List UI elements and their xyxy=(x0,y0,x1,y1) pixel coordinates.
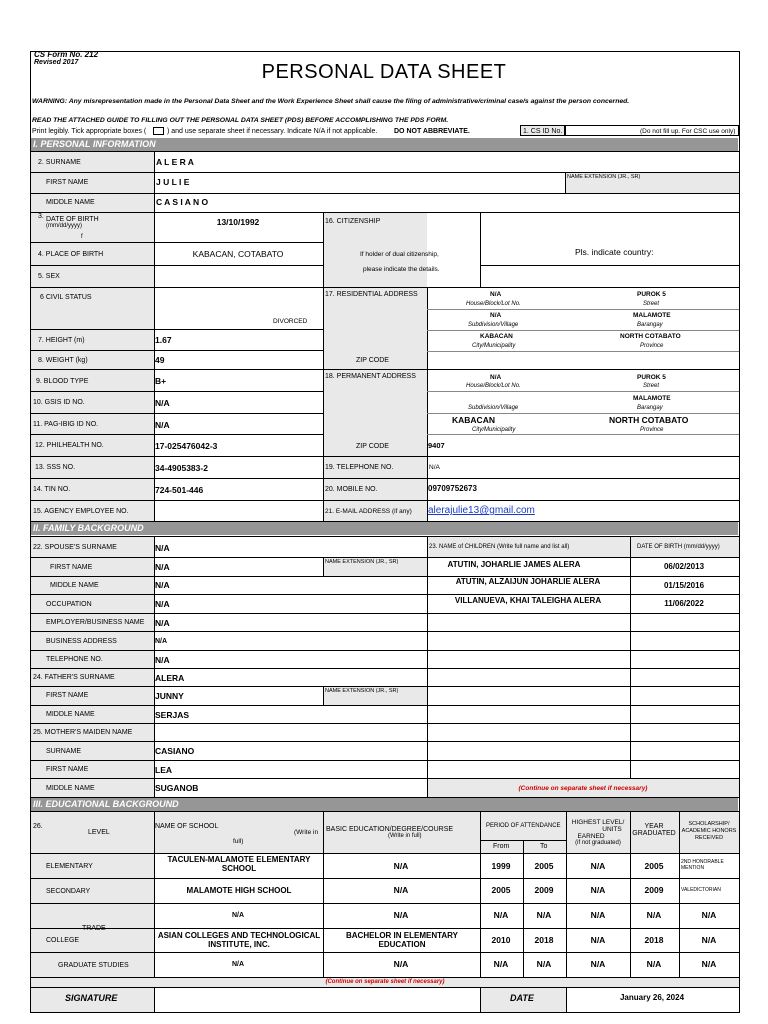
education-school[interactable]: TACULEN-MALAMOTE ELEMENTARY SCHOOL xyxy=(167,855,311,873)
education-num: 26. xyxy=(33,823,43,830)
child-dob[interactable]: 06/02/2013 xyxy=(663,562,705,571)
province-caption-1: Province xyxy=(640,343,664,349)
highest-level-header-2: UNITS xyxy=(602,826,622,833)
height-value[interactable]: 1.67 xyxy=(155,335,172,345)
cs-id-note: (Do not fill up. For CSC use only) xyxy=(640,128,736,135)
signature-label: SIGNATURE xyxy=(65,993,118,1003)
do-not-abbreviate: DO NOT ABBREVIATE. xyxy=(394,128,470,135)
blood-type-label: 9. BLOOD TYPE xyxy=(36,378,89,385)
print-instructions-a: Print legibly. Tick appropriate boxes ( xyxy=(32,128,147,135)
email-label: 21. E-MAIL ADDRESS (if any) xyxy=(325,508,412,515)
education-from[interactable]: N/A xyxy=(493,910,509,920)
father-surname-label: 24. FATHER'S SURNAME xyxy=(33,674,115,681)
warning-text: WARNING: Any misrepresentation made in the Personal Data Sheet and the Work Experience Sheet shall cause the filing of administrative/criminal case/s against the person concerned. xyxy=(32,98,630,105)
honors-header-1: SCHOLARSHIP/ xyxy=(688,821,730,827)
children-dob-label: DATE OF BIRTH (mm/dd/yyyy) xyxy=(637,544,720,550)
education-honors[interactable]: VALEDICTORIAN xyxy=(681,887,721,893)
pagibig-label: 11. PAG-IBIG ID NO. xyxy=(33,421,99,428)
first-name-label: FIRST NAME xyxy=(46,179,89,186)
education-highest-level[interactable]: N/A xyxy=(590,959,606,969)
education-from[interactable]: 2010 xyxy=(491,935,511,945)
surname-label: 2. SURNAME xyxy=(38,159,81,166)
gsis-value[interactable]: N/A xyxy=(155,398,170,408)
child-dob[interactable]: 11/06/2022 xyxy=(664,599,704,608)
residential-address-label: 17. RESIDENTIAL ADDRESS xyxy=(325,291,418,298)
education-level: COLLEGE xyxy=(46,937,80,944)
to-header: To xyxy=(540,843,548,850)
school-write-full-b: full) xyxy=(233,838,244,845)
cs-id-label: 1. CS ID No. xyxy=(523,128,563,135)
spouse-middle-name-value[interactable]: N/A xyxy=(155,580,170,590)
permanent-address-label: 18. PERMANENT ADDRESS xyxy=(325,373,416,380)
street-caption-1: Street xyxy=(643,301,660,307)
mother-maiden-name-label: 25. MOTHER'S MAIDEN NAME xyxy=(33,729,133,736)
date-value[interactable]: January 26, 2024 xyxy=(619,993,685,1002)
house-caption-1: House/Block/Lot No. xyxy=(466,301,521,307)
education-honors[interactable]: 2ND HONORABLE MENTION xyxy=(681,859,724,871)
res-province-value[interactable]: NORTH COTABATO xyxy=(620,333,681,340)
father-first-name-value[interactable]: JUNNY xyxy=(155,691,184,701)
dual-citizenship-note-1: If holder of dual citizenship, xyxy=(360,251,439,258)
res-zip-label: ZIP CODE xyxy=(356,357,389,364)
education-level: TRADE xyxy=(82,925,106,932)
education-honors[interactable]: N/A xyxy=(701,959,717,969)
sex-label: 5. SEX xyxy=(38,273,60,280)
education-to[interactable]: 2018 xyxy=(534,935,554,945)
house-caption-2: House/Block/Lot No. xyxy=(466,383,521,389)
father-middle-name-label: MIDDLE NAME xyxy=(46,711,95,718)
perm-brgy-value[interactable]: MALAMOTE xyxy=(633,395,671,402)
gsis-label: 10. GSIS ID NO. xyxy=(33,399,85,406)
highest-level-header-4: (if not graduated) xyxy=(575,840,621,846)
place-of-birth-value[interactable]: KABACAN, COTABATO xyxy=(192,249,284,259)
honors-header-2: ACADEMIC HONORS xyxy=(681,828,737,834)
education-course[interactable]: N/A xyxy=(393,959,409,969)
education-from[interactable]: 2005 xyxy=(491,885,511,895)
revised-date: Revised 2017 xyxy=(34,59,79,66)
height-label: 7. HEIGHT (m) xyxy=(38,337,85,344)
perm-province-value[interactable]: NORTH COTABATO xyxy=(609,415,689,425)
employer-value[interactable]: N/A xyxy=(155,618,170,628)
brgy-caption-2: Barangay xyxy=(637,405,663,411)
mother-surname-label: SURNAME xyxy=(46,748,82,755)
indicate-country: Pls. indicate country: xyxy=(575,247,654,257)
weight-value[interactable]: 49 xyxy=(155,355,165,365)
level-header: LEVEL xyxy=(88,829,110,836)
occupation-value[interactable]: N/A xyxy=(155,599,170,609)
education-highest-level[interactable]: N/A xyxy=(590,861,606,871)
province-caption-2: Province xyxy=(640,427,664,433)
perm-street-value[interactable]: PUROK 5 xyxy=(637,374,666,381)
spouse-middle-name-label: MIDDLE NAME xyxy=(50,582,99,589)
perm-zip-value[interactable]: 9407 xyxy=(428,441,445,450)
section-educational-background: III. EDUCATIONAL BACKGROUND xyxy=(31,798,738,811)
civil-status-value[interactable]: DIVORCED xyxy=(273,318,308,325)
dual-citizenship-note-2: please indicate the details. xyxy=(363,266,440,273)
brgy-caption-1: Barangay xyxy=(637,322,663,328)
father-middle-name-value[interactable]: SERJAS xyxy=(155,710,190,720)
education-year-graduated[interactable]: 2005 xyxy=(644,861,664,871)
education-to[interactable]: 2009 xyxy=(534,885,554,895)
surname-value[interactable]: A L E R A xyxy=(156,157,194,167)
city-caption-1: City/Municipality xyxy=(472,343,516,349)
business-address-label: BUSINESS ADDRESS xyxy=(46,638,117,645)
mobile-label: 20. MOBILE NO. xyxy=(325,486,378,493)
spouse-surname-value[interactable]: N/A xyxy=(155,543,170,553)
telephone-value[interactable]: N/A xyxy=(429,464,440,471)
dob-value[interactable]: 13/10/1992 xyxy=(216,217,260,227)
education-year-graduated[interactable]: 2009 xyxy=(644,885,664,895)
education-year-graduated[interactable]: 2018 xyxy=(644,935,664,945)
place-of-birth-label: 4. PLACE OF BIRTH xyxy=(38,251,104,258)
employer-label: EMPLOYER/BUSINESS NAME xyxy=(46,619,145,626)
pagibig-value[interactable]: N/A xyxy=(155,420,170,430)
education-level: GRADUATE STUDIES xyxy=(58,962,129,969)
subd-caption-1: Subdivision/Village xyxy=(468,322,519,328)
child-name[interactable]: VILLANUEVA, KHAI TALEIGHA ALERA xyxy=(454,596,602,605)
education-course[interactable]: N/A xyxy=(393,885,409,895)
page-title: PERSONAL DATA SHEET xyxy=(261,61,507,83)
spouse-first-name-value[interactable]: N/A xyxy=(155,562,170,572)
weight-label: 8. WEIGHT (kg) xyxy=(38,357,88,364)
education-school[interactable]: ASIAN COLLEGES AND TECHNOLOGICAL INSTITUTE, INC. xyxy=(157,931,321,949)
dob-label: DATE OF BIRTH xyxy=(46,216,99,223)
child-name[interactable]: ATUTIN, ALZAIJUN JOHARLIE ALERA xyxy=(455,577,601,586)
spouse-telephone-value[interactable]: N/A xyxy=(155,655,170,665)
res-brgy-value[interactable]: MALAMOTE xyxy=(633,312,671,319)
philhealth-label: 12. PHILHEALTH NO. xyxy=(35,442,104,449)
education-highest-level[interactable]: N/A xyxy=(590,885,606,895)
middle-name-label: MIDDLE NAME xyxy=(46,199,95,206)
philhealth-value[interactable]: 17-025476042-3 xyxy=(155,441,218,451)
email-value[interactable] xyxy=(428,505,535,516)
education-school[interactable]: MALAMOTE HIGH SCHOOL xyxy=(186,886,292,895)
agency-employee-label: 15. AGENCY EMPLOYEE NO. xyxy=(33,508,129,515)
street-caption-2: Street xyxy=(643,383,660,389)
blood-type-value[interactable]: B+ xyxy=(155,376,167,386)
school-header: NAME OF SCHOOL xyxy=(155,823,219,830)
course-header: BASIC EDUCATION/DEGREE/COURSE xyxy=(326,826,454,833)
tin-label: 14. TIN NO. xyxy=(33,486,71,493)
section-personal-info: I. PERSONAL INFORMATION xyxy=(31,138,738,151)
course-write-full: (Write in full) xyxy=(388,833,422,839)
year-graduated-header-1: YEAR xyxy=(644,823,664,830)
section-family-background: II. FAMILY BACKGROUND xyxy=(31,522,738,535)
mother-middle-name-value[interactable]: SUGANOB xyxy=(155,783,199,793)
honors-header-3: RECEIVED xyxy=(694,835,724,841)
education-continue-note: (Continue on separate sheet if necessary) xyxy=(325,979,445,985)
family-continue-note: (Continue on separate sheet if necessary) xyxy=(518,785,648,792)
education-highest-level[interactable]: N/A xyxy=(590,910,606,920)
child-name[interactable]: ATUTIN, JOHARLIE JAMES ALERA xyxy=(447,560,581,569)
res-street-value[interactable]: PUROK 5 xyxy=(637,291,666,298)
year-graduated-header-2: GRADUATED xyxy=(632,830,676,837)
tick-box-icon xyxy=(153,127,164,135)
read-guide-text: READ THE ATTACHED GUIDE TO FILLING OUT THE PERSONAL DATA SHEET (PDS) BEFORE ACCOMPLISHING THE PDS FORM. xyxy=(32,117,449,124)
education-school[interactable]: N/A xyxy=(231,912,245,919)
education-from[interactable]: N/A xyxy=(493,959,509,969)
children-label: 23. NAME of CHILDREN (Write full name and list all) xyxy=(429,544,570,550)
perm-zip-label: ZIP CODE xyxy=(356,443,389,450)
sss-value[interactable]: 34-4905383-2 xyxy=(155,463,208,473)
education-course[interactable]: N/A xyxy=(393,910,409,920)
sss-label: 13. SSS NO. xyxy=(35,464,76,471)
education-level: SECONDARY xyxy=(46,888,91,895)
father-surname-value[interactable]: ALERA xyxy=(155,673,185,683)
highest-level-header-3: EARNED xyxy=(577,833,605,840)
subd-caption-2: Subdivision/Village xyxy=(468,405,519,411)
education-to[interactable]: N/A xyxy=(536,910,552,920)
form-number: CS Form No. 212 xyxy=(34,50,99,59)
education-course[interactable]: N/A xyxy=(393,861,409,871)
education-highest-level[interactable]: N/A xyxy=(590,935,606,945)
business-address-value[interactable]: N/A xyxy=(155,638,168,645)
civil-status-label: 6 CIVIL STATUS xyxy=(40,294,92,301)
spouse-name-ext-label: NAME EXTENSION (JR., SR) xyxy=(325,559,399,565)
dob-format: (mm/dd/yyyy) xyxy=(46,223,82,229)
perm-house-value[interactable]: N/A xyxy=(490,374,502,381)
education-honors[interactable]: N/A xyxy=(701,910,717,920)
signature-field[interactable] xyxy=(156,989,478,1011)
date-label: DATE xyxy=(510,993,534,1003)
education-school[interactable]: N/A xyxy=(231,961,245,968)
tin-value[interactable]: 724-501-446 xyxy=(155,485,204,495)
spouse-surname-label: 22. SPOUSE'S SURNAME xyxy=(33,544,117,551)
print-instructions-b: ) and use separate sheet if necessary. Indicate N/A if not applicable. xyxy=(167,128,378,135)
education-level-column xyxy=(31,853,154,977)
middle-name-value[interactable]: C A S I A N O xyxy=(156,197,209,207)
spouse-telephone-label: TELEPHONE NO. xyxy=(46,656,103,663)
mother-middle-name-label: MIDDLE NAME xyxy=(46,785,95,792)
city-caption-2: City/Municipality xyxy=(472,427,516,433)
education-year-graduated[interactable]: N/A xyxy=(646,959,662,969)
perm-city-value[interactable]: KABACAN xyxy=(452,415,495,425)
education-course[interactable]: BACHELOR IN ELEMENTARY EDUCATION xyxy=(346,931,458,949)
spouse-first-name-label: FIRST NAME xyxy=(50,564,93,571)
education-from[interactable]: 1999 xyxy=(491,861,511,871)
mother-first-name-label: FIRST NAME xyxy=(46,766,89,773)
occupation-label: OCCUPATION xyxy=(46,601,92,608)
email-link[interactable]: alerajulie13@gmail.com xyxy=(428,505,535,516)
education-to[interactable]: 2005 xyxy=(534,861,554,871)
res-subd-value[interactable]: N/A xyxy=(490,312,502,319)
mother-surname-value[interactable]: CASIANO xyxy=(155,746,195,756)
name-extension-label: NAME EXTENSION (JR., SR) xyxy=(567,174,641,180)
education-honors[interactable]: N/A xyxy=(701,935,717,945)
res-house-value[interactable]: N/A xyxy=(490,291,502,298)
citizenship-label: 16. CITIZENSHIP xyxy=(325,218,381,225)
mobile-value[interactable]: 09709752673 xyxy=(428,484,477,493)
child-dob[interactable]: 01/15/2016 xyxy=(663,581,705,590)
period-header: PERIOD OF ATTENDANCE xyxy=(486,823,561,829)
highest-level-header-1: HIGHEST LEVEL/ xyxy=(571,819,625,826)
father-first-name-label: FIRST NAME xyxy=(46,692,89,699)
father-name-ext-label: NAME EXTENSION (JR., SR) xyxy=(325,688,399,694)
dob-f: f xyxy=(81,234,83,240)
education-year-graduated[interactable]: N/A xyxy=(646,910,662,920)
dob-number: 3. xyxy=(38,213,44,220)
education-level: ELEMENTARY xyxy=(46,863,93,870)
res-city-value[interactable]: KABACAN xyxy=(480,333,513,340)
mother-first-name-value[interactable]: LEA xyxy=(155,765,172,775)
education-to[interactable]: N/A xyxy=(536,959,552,969)
telephone-label: 19. TELEPHONE NO. xyxy=(325,464,394,471)
first-name-value[interactable]: J U L I E xyxy=(156,177,190,187)
from-header: From xyxy=(493,843,510,850)
school-write-full-a: (Write in xyxy=(294,829,319,836)
